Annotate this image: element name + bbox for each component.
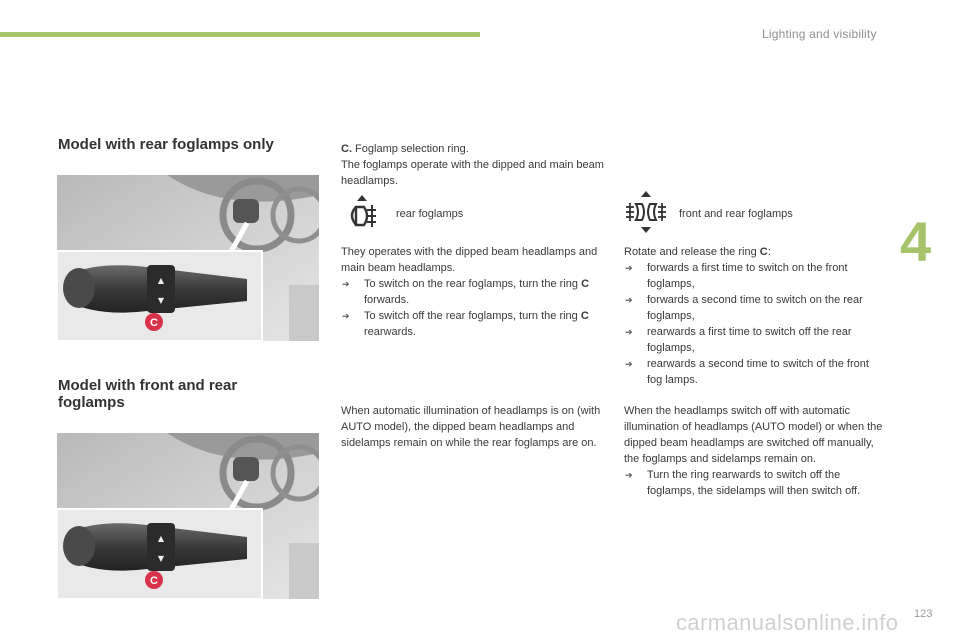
arrow-bullet-icon: ➔ xyxy=(625,327,633,337)
arrow-bullet-icon: ➔ xyxy=(342,279,350,289)
arrow-bullet-icon: ➔ xyxy=(625,295,633,305)
list-item: ➔ forwards a second time to switch on the rear foglamps, xyxy=(625,294,863,322)
rear-foglamps-label: rear foglamps xyxy=(396,208,464,220)
svg-text:▼: ▼ xyxy=(157,554,165,563)
front-rear-foglamps-label: front and rear foglamps xyxy=(679,208,793,220)
front-rear-instructions xyxy=(624,244,886,388)
svg-text:▲: ▲ xyxy=(157,534,165,543)
ring-label-c: C xyxy=(150,575,158,587)
header-accent-bar xyxy=(0,32,480,37)
rear-only-text: They operates with the dipped beam headlamps and main beam headlamps. xyxy=(341,246,598,274)
list-item: ➔ rearwards a second time to switch of the front fog lamps. xyxy=(625,358,869,386)
arrow-bullet-icon: ➔ xyxy=(625,470,633,480)
auto-off-instructions xyxy=(624,403,886,499)
intro-text xyxy=(341,141,611,189)
list-item: ➔ To switch off the rear foglamps, turn the ring C rearwards. xyxy=(342,310,589,338)
list-item: ➔ Turn the ring rearwards to switch off the foglamps, the sidelamps will then switch off. xyxy=(625,469,861,497)
svg-text:▲: ▲ xyxy=(157,276,165,285)
svg-text:▼: ▼ xyxy=(157,296,165,305)
heading-front-rear-foglamps: Model with front and rear foglamps xyxy=(58,377,238,411)
ring-label-c: C xyxy=(150,317,158,329)
arrow-bullet-icon: ➔ xyxy=(342,311,350,321)
page-number: 123 xyxy=(914,608,933,620)
intro-line2: The foglamps operate with the dipped and main beam headlamps. xyxy=(341,159,604,187)
rear-foglamp-icon xyxy=(342,193,382,233)
list-item: ➔ To switch on the rear foglamps, turn the ring C forwards. xyxy=(342,278,590,306)
arrow-bullet-icon: ➔ xyxy=(625,263,633,273)
front-rear-text: Rotate and release the ring C: xyxy=(624,246,771,258)
chapter-number: 4 xyxy=(900,210,932,273)
watermark: carmanualsonline.info xyxy=(676,610,899,635)
stalk-illustration-front-rear xyxy=(57,433,319,599)
intro-line1: Foglamp selection ring. xyxy=(352,143,469,155)
auto-off-text: When the headlamps switch off with automatic illumination of headlamps (AUTO model) or when the dipped beam headlamps are switched off manually, the foglamps and sidelamps remain on. xyxy=(624,405,883,465)
list-item: ➔ rearwards a first time to switch off the rear foglamps, xyxy=(625,326,852,354)
arrow-bullet-icon: ➔ xyxy=(625,359,633,369)
front-rear-foglamp-icon xyxy=(624,190,668,234)
rear-only-instructions xyxy=(341,244,611,340)
auto-illumination-note: When automatic illumination of headlamps is on (with AUTO model), the dipped beam headlamps and sidelamps remain on while the rear foglamps are on. xyxy=(341,405,601,449)
ring-letter: C. xyxy=(341,143,352,155)
section-title: Lighting and visibility xyxy=(762,27,877,41)
list-item: ➔ forwards a first time to switch on the front foglamps, xyxy=(625,262,848,290)
heading-rear-foglamps-only: Model with rear foglamps only xyxy=(58,136,274,153)
stalk-illustration-rear xyxy=(57,175,319,341)
